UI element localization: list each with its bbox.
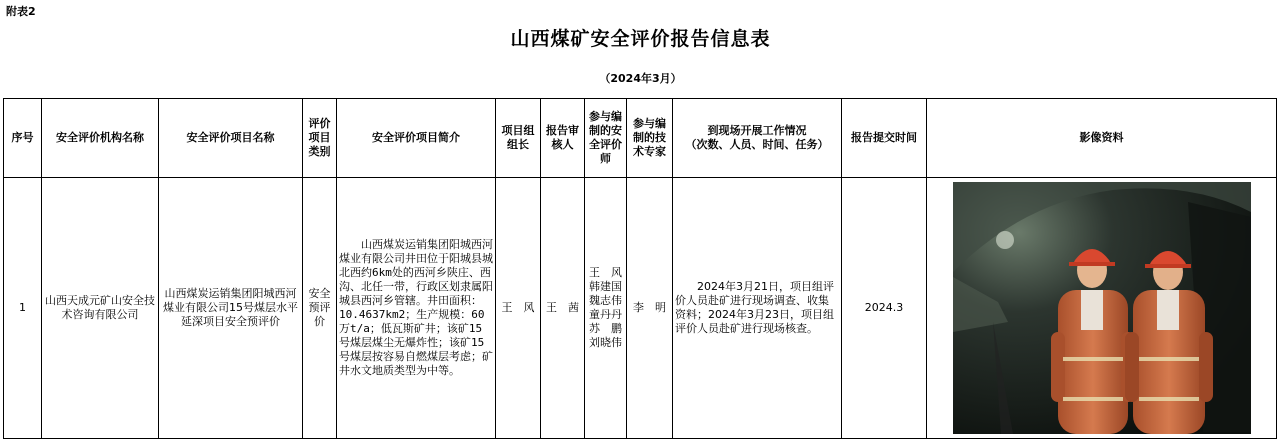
header-evaluators: 参与编制的安全评价师	[585, 99, 627, 178]
cell-evaluators	[585, 178, 627, 439]
evaluator-name: 魏志伟	[589, 294, 622, 307]
header-site-work-line1: 到现场开展工作情况	[707, 124, 807, 137]
header-category: 评价项目类别	[303, 99, 337, 178]
table-row	[4, 178, 1277, 439]
header-leader: 项目组组长	[496, 99, 541, 178]
cell-expert: 李 明	[627, 178, 673, 439]
evaluator-name: 苏 鹏	[589, 322, 622, 335]
intro-text: 山西煤炭运销集团阳城西河煤业有限公司井田位于阳城县城北西约6km处的西河乡陕庄、西沟、北任一带，行政区划隶属阳城县西河乡管辖。井田面积：10.4637km2；生产规模：60万t/a；低瓦斯矿井；该矿15号煤层煤尘无爆炸性；该矿15号煤层按容易自燃煤层考虑；矿井水文地质类型为中等。	[339, 238, 493, 377]
header-site-work-line2: （次数、人员、时间、任务）	[685, 138, 829, 151]
evaluator-name: 王 风	[589, 266, 622, 279]
header-row	[4, 99, 1277, 178]
cell-images	[927, 178, 1277, 439]
evaluator-name: 刘晓伟	[589, 336, 622, 349]
header-site-work	[673, 99, 842, 178]
cell-leader: 王 风	[496, 178, 541, 439]
info-table	[3, 98, 1277, 439]
cell-submit-time: 2024.3	[842, 178, 927, 439]
cell-site-work	[673, 178, 842, 439]
cell-category: 安全预评价	[303, 178, 337, 439]
report-date: （2024年3月）	[599, 72, 682, 85]
header-intro: 安全评价项目简介	[337, 99, 496, 178]
evaluator-name: 童丹丹	[589, 308, 622, 321]
site-work-text: 2024年3月21日，项目组评价人员赴矿进行现场调查、收集资料；2024年3月23日，项目组评价人员赴矿进行现场核查。	[675, 280, 834, 335]
mine-photo	[953, 182, 1251, 434]
header-images: 影像资料	[927, 99, 1277, 178]
header-experts: 参与编制的技术专家	[627, 99, 673, 178]
cell-reviewer: 王 茜	[541, 178, 585, 439]
header-seq: 序号	[4, 99, 42, 178]
cell-seq: 1	[4, 178, 42, 439]
header-org: 安全评价机构名称	[42, 99, 159, 178]
cell-project: 山西煤炭运销集团阳城西河煤业有限公司15号煤层水平延深项目安全预评价	[159, 178, 303, 439]
cell-intro	[337, 178, 496, 439]
evaluator-name: 韩建国	[589, 280, 622, 293]
header-submit-time: 报告提交时间	[842, 99, 927, 178]
header-reviewer: 报告审核人	[541, 99, 585, 178]
tunnel-light	[996, 231, 1014, 249]
annex-label: 附表2	[6, 5, 36, 18]
header-project: 安全评价项目名称	[159, 99, 303, 178]
cell-org: 山西天成元矿山安全技术咨询有限公司	[42, 178, 159, 439]
page-title: 山西煤矿安全评价报告信息表	[510, 28, 771, 50]
